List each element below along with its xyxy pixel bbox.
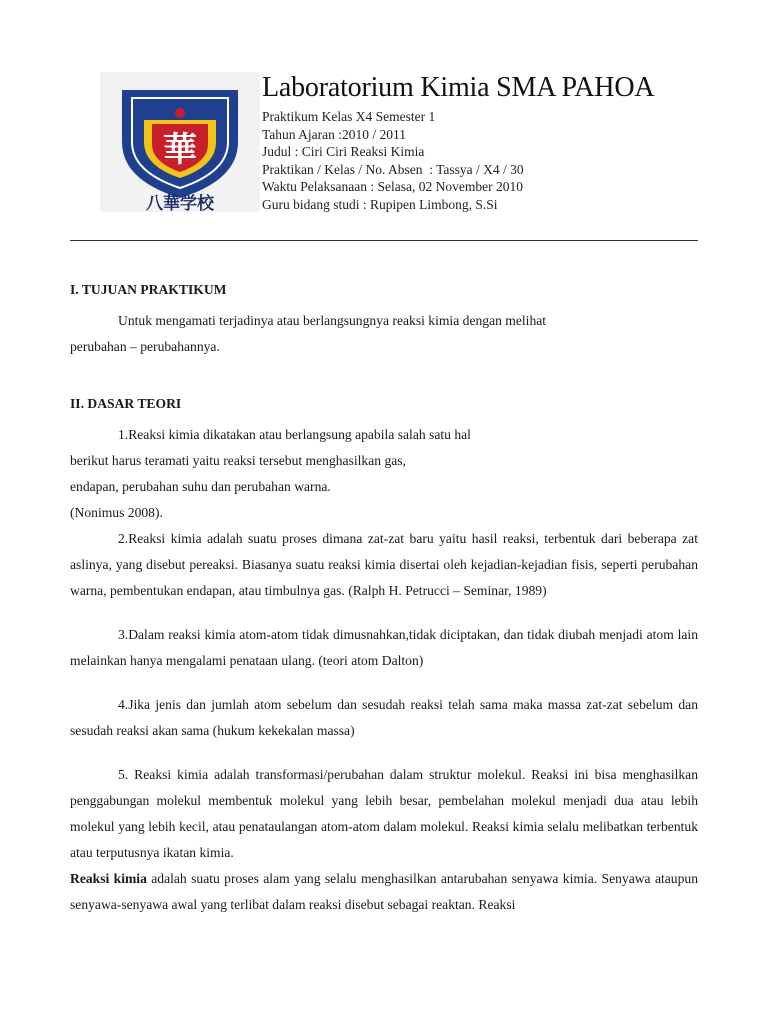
page-title: Laboratorium Kimia SMA PAHOA (262, 72, 655, 103)
teori-paragraph-6-text: adalah suatu proses alam yang selalu menghasilkan antarubahan senyawa kimia. Senyawa ataupun senyawa-senyawa awal yang terlibat dalam reaksi disebut sebagai reaktan. Reaksi (70, 871, 698, 912)
meta-line-date: Waktu Pelaksanaan : Selasa, 02 November 2010 (262, 179, 523, 194)
meta-line-student: Praktikan / Kelas / No. Absen : Tassya / X4 / 30 (262, 161, 524, 177)
teori-p1-line-4: (Nonimus 2008). (70, 505, 163, 520)
teori-p1-line-2: berikut harus teramati yaitu reaksi tersebut menghasilkan gas, (70, 453, 406, 468)
logo-caption: 八華学校 (146, 194, 214, 212)
document-body (70, 270, 698, 918)
school-logo (100, 72, 260, 212)
emblem-character: 華 (163, 130, 197, 170)
meta-block (262, 108, 524, 213)
teori-p1-line-3: endapan, perubahan suhu dan perubahan warna. (70, 479, 331, 494)
meta-line-class: Praktikum Kelas X4 Semester 1 (262, 109, 436, 124)
teori-p1-line-1: 1.Reaksi kimia dikatakan atau berlangsung apabila salah satu hal (118, 427, 471, 442)
teori-paragraph-3: 3.Dalam reaksi kimia atom-atom tidak dimusnahkan,tidak diciptakan, dan tidak diubah menjadi atom lain melainkan hanya mengalami penataan ulang. (teori atom Dalton) (70, 627, 698, 668)
teori-paragraph-4: 4.Jika jenis dan jumlah atom sebelum dan sesudah reaksi telah sama maka massa zat-zat sebelum dan sesudah reaksi akan sama (hukum kekekalan massa) (70, 697, 698, 738)
header-divider (70, 240, 698, 241)
tujuan-line-1: Untuk mengamati terjadinya atau berlangsungnya reaksi kimia dengan melihat (118, 313, 547, 328)
section-heading-dasar-teori: II. DASAR TEORI (70, 396, 182, 411)
teori-paragraph-2: 2.Reaksi kimia adalah suatu proses dimana zat-zat baru yaitu hasil reaksi, terbentuk dari beberapa zat aslinya, yang disebut pereaksi. Biasanya suatu reaksi kimia disertai oleh kejadian-kejadian fisis, seperti perubahan warna, pembentukan endapan, atau timbulnya gas. (Ralph H. Petrucci – Seminar, 1989) (70, 531, 698, 598)
teori-paragraph-5: 5. Reaksi kimia adalah transformasi/perubahan dalam struktur molekul. Reaksi ini bisa menghasilkan penggabungan molekul membentuk molekul yang lebih besar, pembelahan molekul menjadi dua atau lebih molekul yang lebih kecil, atau penataulangan atom-atom dalam molekul. Reaksi kimia selalu melibatkan terbentuk atau terputusnya ikatan kimia. (70, 767, 698, 860)
meta-line-teacher: Guru bidang studi : Rupipen Limbong, S.Si (262, 196, 498, 212)
school-crest-icon (100, 72, 260, 212)
meta-line-year: Tahun Ajaran :2010 / 2011 (262, 126, 407, 142)
meta-line-title: Judul : Ciri Ciri Reaksi Kimia (262, 144, 425, 159)
teori-paragraph-6 (70, 866, 698, 918)
tujuan-line-2: perubahan – perubahannya. (70, 339, 220, 354)
reaksi-kimia-term: Reaksi kimia (70, 871, 147, 886)
section-heading-tujuan: I. TUJUAN PRAKTIKUM (70, 282, 227, 297)
